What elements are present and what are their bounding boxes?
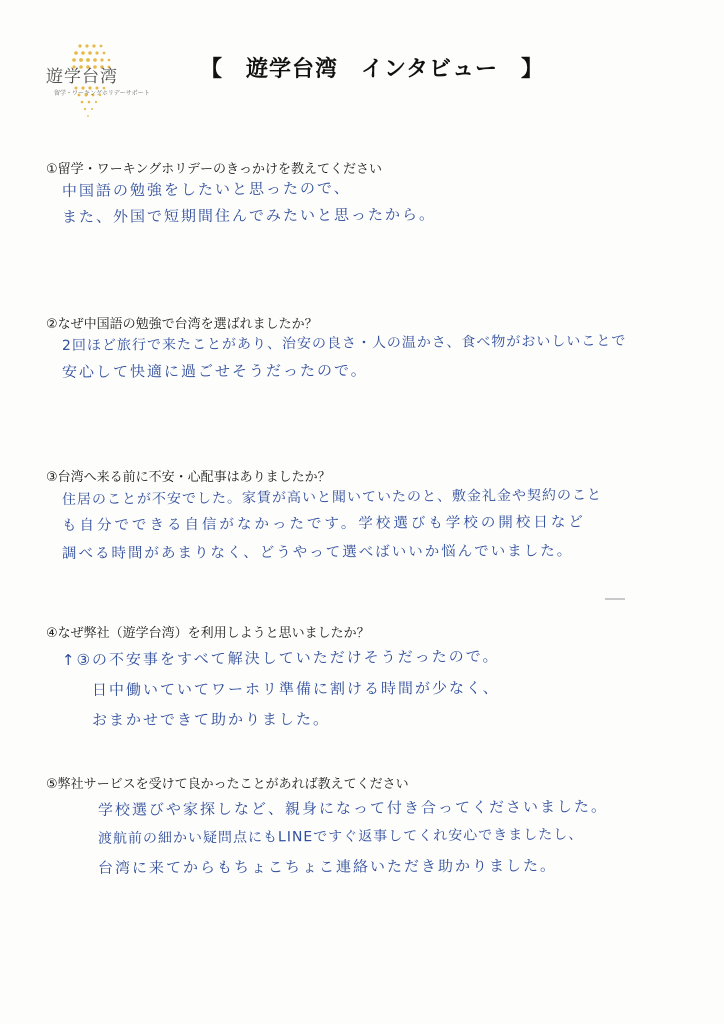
answer-3-line-2: も自分でできる自信がなかったです。学校選びも学校の開校日など xyxy=(61,514,586,534)
page-title: 【 遊学台湾 インタビュー 】 xyxy=(199,57,545,82)
answer-3-line-3: 調べる時間があまりなく、どうやって選べばいいか悩んでいました。 xyxy=(61,543,574,562)
answer-1-line-1: 中国語の勉強をしたいと思ったので、 xyxy=(61,178,351,200)
answer-5-line-1: 学校選びや家探しなど、親身になって付き合ってくださいました。 xyxy=(97,797,609,819)
answer-5-line-3: 台湾に来てからもちょこちょこ連絡いただき助かりました。 xyxy=(97,856,558,877)
answer-1-line-2: また、外国で短期間住んでみたいと思ったから。 xyxy=(61,205,437,226)
answer-4-line-3: おまかせできて助かりました。 xyxy=(91,710,331,729)
answer-2-line-2: 安心して快適に過ごせそうだったので。 xyxy=(61,361,368,381)
answer-5-line-2: 渡航前の細かい疑問点にもLINEですぐ返事してくれ安心できましたし、 xyxy=(97,826,584,847)
answer-2-line-1: 2回ほど旅行で来たことがあり、治安の良さ・人の温かさ、食べ物がおいしいことで xyxy=(61,333,627,354)
question-5: ⑤弊社サービスを受けて良かったことがあれば教えてください xyxy=(46,777,409,792)
question-4: ④なぜ弊社（遊学台湾）を利用しようと思いましたか？ xyxy=(46,626,370,641)
answer-4-line-1: ↑③の不安事をすべて解決していただけそうだったので。 xyxy=(61,647,500,669)
answer-4-line-2: 日中働いていてワーホリ準備に割ける時間が少なく、 xyxy=(91,678,500,699)
logo-text: 遊学台湾 xyxy=(46,67,118,87)
margin-mark xyxy=(605,598,625,600)
logo-subtext: 留学・ワーキングホリデーサポート xyxy=(54,90,150,97)
question-3: ③台湾へ来る前に不安・心配事はありましたか？ xyxy=(46,470,331,485)
question-2: ②なぜ中国語の勉強で台湾を選ばれましたか？ xyxy=(46,317,318,332)
question-1: ①留学・ワーキングホリデーのきっかけを教えてください xyxy=(46,162,383,177)
answer-3-line-1: 住居のことが不安でした。家賃が高いと聞いていたのと、敷金礼金や契約のこと xyxy=(61,487,603,508)
